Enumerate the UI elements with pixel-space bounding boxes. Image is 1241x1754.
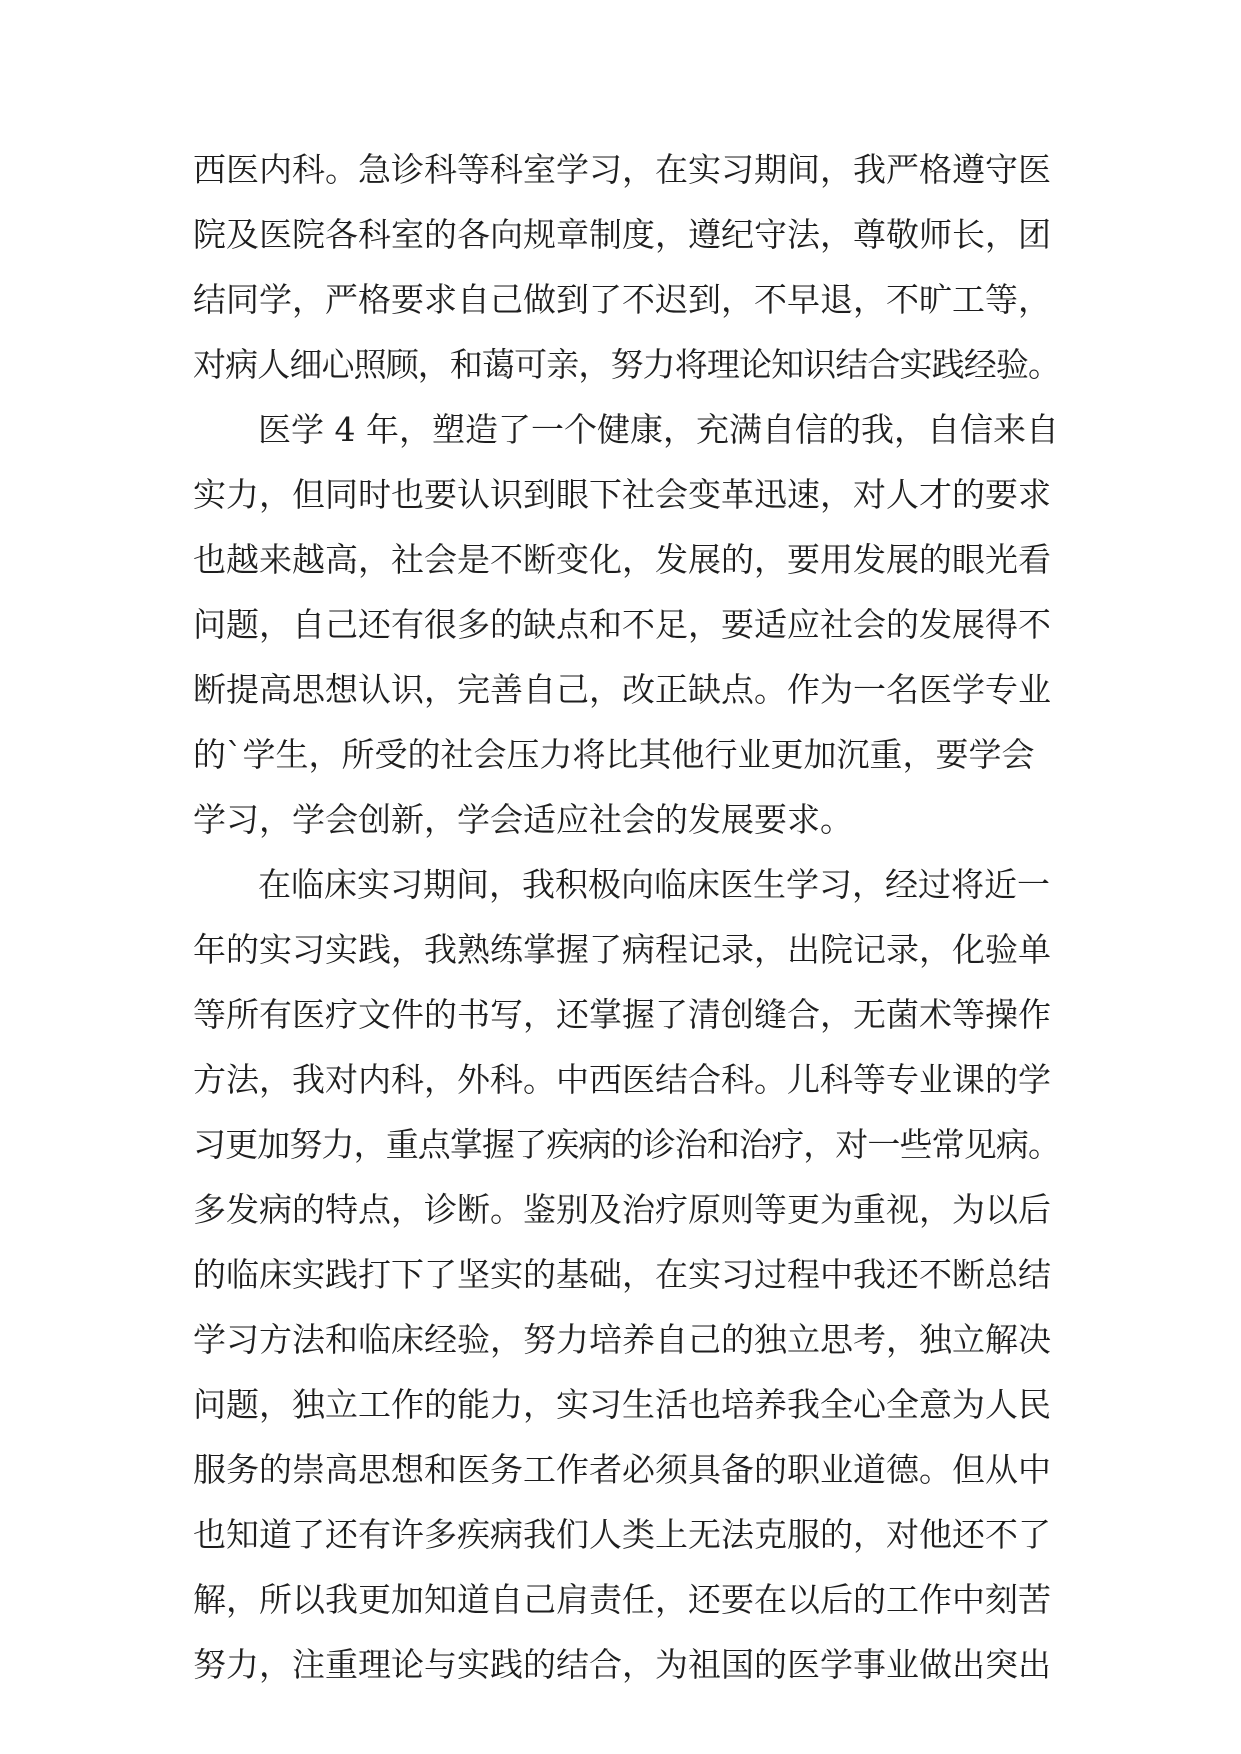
text-line: 的临床实践打下了坚实的基础，在实习过程中我还不断总结	[193, 1255, 1051, 1294]
text-line: 实力，但同时也要认识到眼下社会变革迅速，对人才的要求	[193, 475, 1051, 514]
text-line: 结同学，严格要求自己做到了不迟到，不早退，不旷工等，	[193, 280, 1051, 319]
text-line: 问题，自己还有很多的缺点和不足，要适应社会的发展得不	[193, 605, 1051, 644]
text-line: 也越来越高，社会是不断变化，发展的，要用发展的眼光看	[193, 540, 1051, 579]
text-line: 断提高思想认识，完善自己，改正缺点。作为一名医学专业	[193, 670, 1051, 709]
paragraph-first-line: 医学 4 年，塑造了一个健康，充满自信的我，自信来自	[258, 410, 1059, 449]
text-line: 对病人细心照顾，和蔼可亲，努力将理论知识结合实践经验。	[193, 345, 1061, 384]
text-line: 解，所以我更加知道自己肩责任，还要在以后的工作中刻苦	[193, 1580, 1051, 1619]
text-line: 习更加努力，重点掌握了疾病的诊治和治疗，对一些常见病。	[193, 1125, 1061, 1164]
text-line: 问题，独立工作的能力，实习生活也培养我全心全意为人民	[193, 1385, 1051, 1424]
text-line: 努力，注重理论与实践的结合，为祖国的医学事业做出突出	[193, 1645, 1051, 1684]
paragraph-first-line: 在临床实习期间，我积极向临床医生学习，经过将近一	[258, 865, 1050, 904]
text-line: 服务的崇高思想和医务工作者必须具备的职业道德。但从中	[193, 1450, 1051, 1489]
text-line: 院及医院各科室的各向规章制度，遵纪守法，尊敬师长，团	[193, 215, 1051, 254]
text-line: 多发病的特点，诊断。鉴别及治疗原则等更为重视，为以后	[193, 1190, 1051, 1229]
text-line: 方法，我对内科，外科。中西医结合科。儿科等专业课的学	[193, 1060, 1051, 1099]
text-line: 学习方法和临床经验，努力培养自己的独立思考，独立解决	[193, 1320, 1051, 1359]
text-line: 等所有医疗文件的书写，还掌握了清创缝合，无菌术等操作	[193, 995, 1051, 1034]
text-line: 也知道了还有许多疾病我们人类上无法克服的，对他还不了	[193, 1515, 1051, 1554]
text-line: 的`学生，所受的社会压力将比其他行业更加沉重，要学会	[193, 735, 1035, 774]
text-line: 年的实习实践，我熟练掌握了病程记录，出院记录，化验单	[193, 930, 1051, 969]
text-line: 西医内科。急诊科等科室学习，在实习期间，我严格遵守医	[193, 150, 1051, 189]
text-line: 学习，学会创新，学会适应社会的发展要求。	[193, 800, 853, 839]
